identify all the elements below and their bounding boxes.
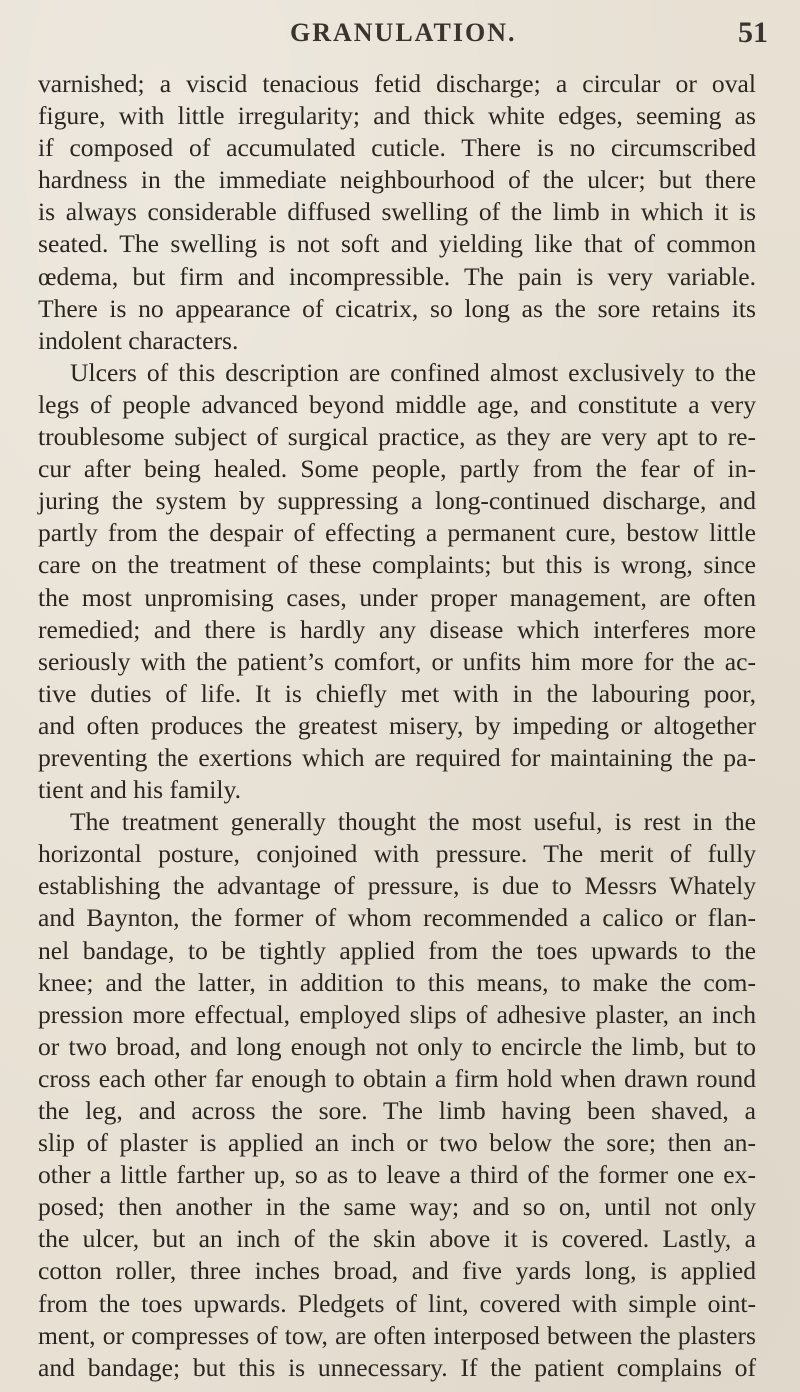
text-line: or two broad, and long enough not only to encircle the limb, but to xyxy=(38,1031,756,1061)
text-line: is always considerable diffused swelling of the limb in which it is xyxy=(38,197,756,227)
text-line: and Baynton, the former of whom recommended a calico or flan- xyxy=(38,903,756,933)
text-line: posed; then another in the same way; and so on, until not only xyxy=(38,1192,756,1222)
text-line: the ulcer, but an inch of the skin above it is covered. Lastly, a xyxy=(38,1224,756,1254)
text-line: nel bandage, to be tightly applied from the toes upwards to the xyxy=(38,935,756,965)
running-head-title: GRANULATION. xyxy=(290,18,517,47)
text-line: troublesome subject of surgical practice, as they are very apt to re- xyxy=(38,422,756,452)
text-line: partly from the despair of effecting a permanent cure, bestow little xyxy=(38,518,756,548)
text-line: juring the system by suppressing a long-continued discharge, and xyxy=(38,486,756,516)
text-line: cotton roller, three inches broad, and five yards long, is applied xyxy=(38,1256,756,1286)
text-line: remedied; and there is hardly any disease which interferes more xyxy=(38,614,756,644)
text-line: the most unpromising cases, under proper management, are often xyxy=(38,582,756,612)
text-line: cur after being healed. Some people, partly from the fear of in- xyxy=(38,454,756,484)
page-number: 51 xyxy=(738,16,768,49)
text-line: cross each other far enough to obtain a firm hold when drawn round xyxy=(38,1063,756,1093)
text-line: the leg, and across the sore. The limb having been shaved, a xyxy=(38,1096,756,1125)
text-line: horizontal posture, conjoined with pressure. The merit of fully xyxy=(38,839,756,869)
text-line: seated. The swelling is not soft and yielding like that of common xyxy=(38,229,756,259)
text-line: hardness in the immediate neighbourhood of the ulcer; but there xyxy=(38,165,756,195)
body-text xyxy=(38,68,756,1384)
text-line: establishing the advantage of pressure, is due to Messrs Whately xyxy=(38,871,756,901)
text-line: figure, with little irregularity; and thick white edges, seeming as xyxy=(38,101,756,131)
text-line: knee; and the latter, in addition to this means, to make the com- xyxy=(38,967,756,997)
text-line: and often produces the greatest misery, by impeding or altogether xyxy=(38,710,756,740)
text-line: There is no appearance of cicatrix, so long as the sore retains its xyxy=(38,293,756,323)
text-line: The treatment generally thought the most useful, is rest in the xyxy=(70,807,756,837)
text-line: tient and his family. xyxy=(38,775,242,805)
text-line: preventing the exertions which are required for maintaining the pa- xyxy=(38,742,756,772)
text-line: œdema, but firm and incompressible. The pain is very variable. xyxy=(38,261,756,291)
text-line: Ulcers of this description are confined almost exclusively to the xyxy=(70,357,756,387)
text-line: care on the treatment of these complaints; but this is wrong, since xyxy=(38,550,756,580)
text-line: if composed of accumulated cuticle. There is no circumscribed xyxy=(38,133,756,163)
text-line: tive duties of life. It is chiefly met with in the labouring poor, xyxy=(38,678,756,708)
text-line: other a little farther up, so as to leave a third of the former one ex- xyxy=(38,1160,756,1190)
text-line: varnished; a viscid tenacious fetid discharge; a circular or oval xyxy=(38,69,756,98)
text-line: slip of plaster is applied an inch or two below the sore; then an- xyxy=(38,1128,756,1158)
text-line: indolent characters. xyxy=(38,325,239,355)
text-line: seriously with the patient’s comfort, or unfits him more for the ac- xyxy=(38,646,756,676)
text-line: ment, or compresses of tow, are often interposed between the plasters xyxy=(38,1320,756,1350)
text-line: legs of people advanced beyond middle age, and constitute a very xyxy=(38,389,756,419)
text-line: from the toes upwards. Pledgets of lint, covered with simple oint- xyxy=(38,1288,756,1318)
text-line: and bandage; but this is unnecessary. If the patient complains of xyxy=(38,1352,756,1382)
text-line: pression more effectual, employed slips of adhesive plaster, an inch xyxy=(38,999,756,1029)
running-head xyxy=(0,18,800,58)
